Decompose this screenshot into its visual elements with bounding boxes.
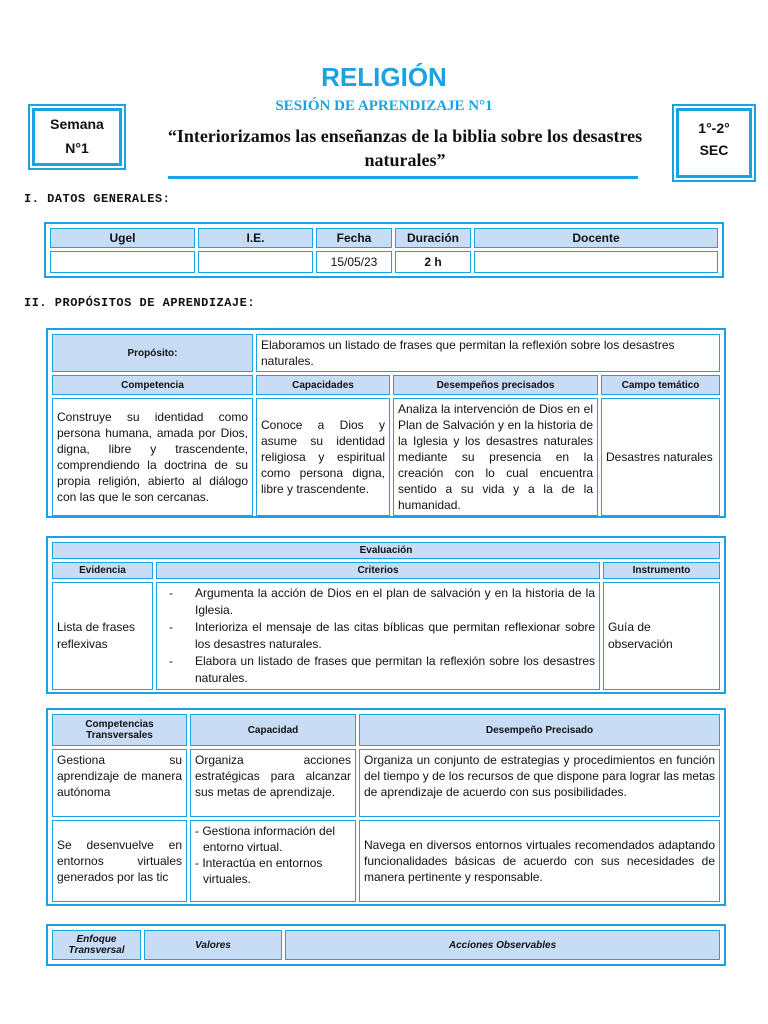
competencia-text: Construye su identidad como persona humana, amada por Dios, digna, libre y trascendente, comprendiendo la doctrina de su propia religión, abierto al diálogo con las que le son cercanas. (52, 398, 253, 516)
transversal-competencia-1: Gestiona su aprendizaje de manera autónoma (52, 749, 187, 817)
page-title: RELIGIÓN (321, 62, 447, 92)
criteria-list (156, 582, 600, 690)
session-subtitle: SESIÓN DE APRENDIZAJE N°1 (275, 98, 493, 114)
header-desempenos: Desempeños precisados (393, 375, 598, 395)
value-ugel (50, 251, 195, 273)
week-number: N°1 (65, 140, 89, 156)
header-enfoque-transversal: Enfoque Transversal (52, 930, 141, 960)
grade-badge (676, 108, 752, 178)
header-competencias-transversales: Competencias Transversales (52, 714, 187, 746)
section-datos-generales-heading: I. DATOS GENERALES: (24, 192, 171, 206)
week-label: Semana (50, 116, 104, 132)
instrument-text: Guía de observación (603, 582, 720, 690)
header-valores: Valores (144, 930, 282, 960)
header-ugel: Ugel (50, 228, 195, 248)
transversal-table (46, 708, 726, 906)
criteria-item: - Elabora un listado de frases que permitan la reflexión sobre los desastres naturales. (183, 653, 595, 687)
transversal-desempeno-2: Navega en diversos entornos virtuales recomendados adaptando funcionalidades básicas de acuerdo con sus necesidades de manera pertinente y responsable. (359, 820, 720, 902)
evidence-text: Lista de frases reflexivas (52, 582, 153, 690)
header-ie: I.E. (198, 228, 313, 248)
transversal-capacidad-1: Organiza acciones estratégicas para alcanzar sus metas de aprendizaje. (190, 749, 356, 817)
desempenos-text: Analiza la intervención de Dios en el Plan de Salvación y en la historia de la Iglesia y los desastres naturales mediante su presencia en la creación con lo cual encuentra sentido a su vida y a la de la humanidad. (393, 398, 598, 516)
header-docente: Docente (474, 228, 718, 248)
header-campo-tematico: Campo temático (601, 375, 720, 395)
value-duracion: 2 h (395, 251, 471, 273)
header-competencia: Competencia (52, 375, 253, 395)
week-badge (32, 108, 122, 166)
capacidades-text: Conoce a Dios y asume su identidad religiosa y espiritual como persona digna, libre y trascendente. (256, 398, 390, 516)
session-quote: “Interiorizamos las enseñanzas de la biblia sobre los desastres naturales” (167, 126, 643, 170)
campo-tematico-text: Desastres naturales (601, 398, 720, 516)
value-fecha: 15/05/23 (316, 251, 392, 273)
section-propositos-heading: II. PROPÓSITOS DE APRENDIZAJE: (24, 296, 256, 310)
propositos-table (46, 328, 726, 518)
criteria-item: - Interioriza el mensaje de las citas bíblicas que permitan reflexionar sobre los desastres naturales. (183, 619, 595, 653)
header-capacidad: Capacidad (190, 714, 356, 746)
header-instrumento: Instrumento (603, 562, 720, 579)
transversal-competencia-2: Se desenvuelve en entornos virtuales generados por las tic (52, 820, 187, 902)
header-desempeno-precisado: Desempeño Precisado (359, 714, 720, 746)
title-underline (168, 176, 638, 179)
grade-level: SEC (699, 142, 729, 158)
transversal-desempeno-1: Organiza un conjunto de estrategias y procedimientos en función del tiempo y de los recursos de que dispone para lograr las metas de aprendizaje de acuerdo con sus posibilidades. (359, 749, 720, 817)
header-capacidades: Capacidades (256, 375, 390, 395)
capacidad-item: - Gestiona información del entorno virtual. (195, 824, 336, 854)
purpose-text: Elaboramos un listado de frases que permitan la reflexión sobre los desastres naturales. (256, 334, 720, 372)
datos-generales-table (44, 222, 724, 278)
grade-label: 1°-2° (698, 120, 730, 136)
header-acciones-observables: Acciones Observables (285, 930, 720, 960)
header-duracion: Duración (395, 228, 471, 248)
value-ie (198, 251, 313, 273)
enfoque-table (46, 924, 726, 966)
value-docente (474, 251, 718, 273)
transversal-capacidad-2 (190, 820, 356, 902)
header-evidencia: Evidencia (52, 562, 153, 579)
evaluation-table (46, 536, 726, 694)
capacidad-item: - Interactúa en entornos virtuales. (195, 856, 323, 886)
criteria-item: - Argumenta la acción de Dios en el plan de salvación y en la historia de la Iglesia. (183, 585, 595, 619)
purpose-label: Propósito: (52, 334, 253, 372)
header-criterios: Criterios (156, 562, 600, 579)
header-fecha: Fecha (316, 228, 392, 248)
evaluation-title: Evaluación (52, 542, 720, 559)
